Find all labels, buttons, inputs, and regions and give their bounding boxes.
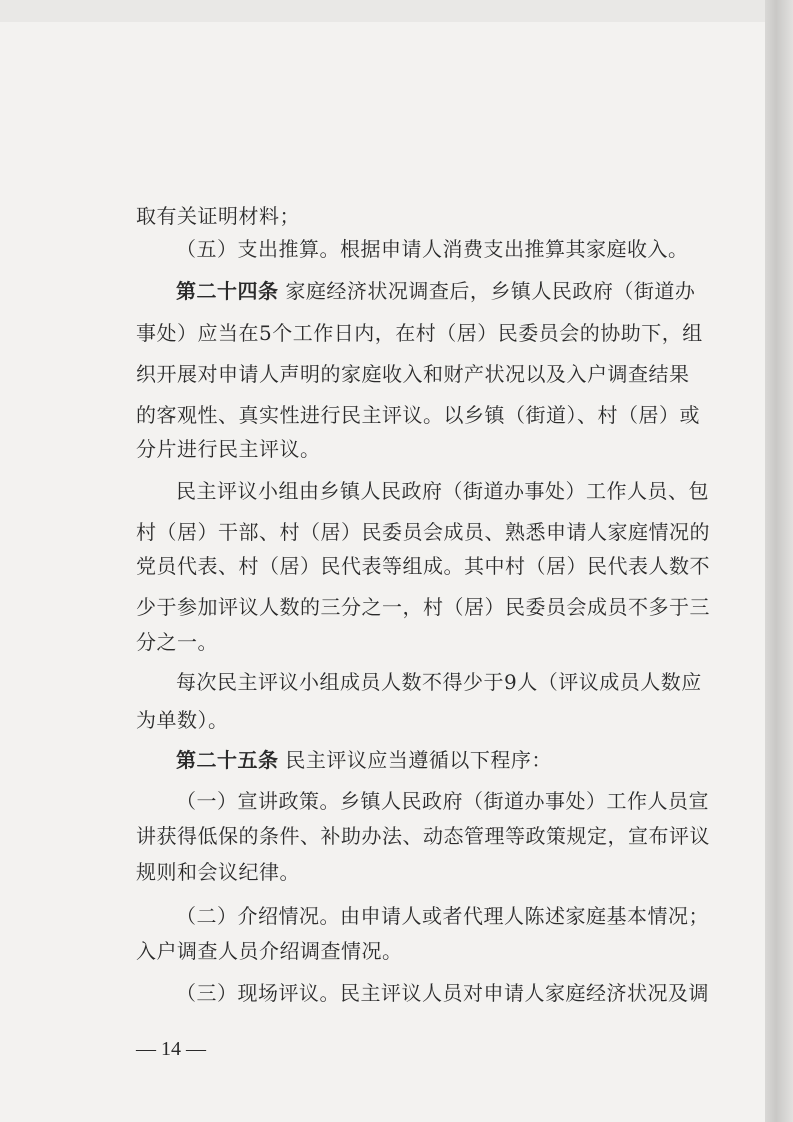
line-text: 每次民主评议小组成员人数不得少于9人（评议成员人数应 — [176, 670, 702, 694]
line-text: （一）宣讲政策。乡镇人民政府（街道办事处）工作人员宣 — [176, 789, 709, 813]
text-line-11 — [136, 591, 793, 620]
text-line-9 — [136, 516, 793, 545]
article-25-heading-line — [176, 744, 793, 773]
text-line-16 — [176, 785, 793, 814]
line-text: 入户调查人员介绍调查情况。 — [136, 939, 403, 963]
text-line-5 — [136, 358, 793, 387]
text-line-1 — [136, 200, 793, 229]
text-line-14 — [136, 704, 793, 733]
line-text: 民主评议小组由乡镇人民政府（街道办事处）工作人员、包 — [176, 479, 709, 503]
line-text: 为单数）。 — [136, 708, 229, 732]
line-text: 规则和会议纪律。 — [136, 860, 300, 884]
text-line-21 — [176, 977, 793, 1006]
line-text: 讲获得低保的条件、补助办法、动态管理等政策规定，宣布评议 — [136, 824, 710, 848]
text-line-4 — [136, 317, 793, 346]
page-top-edge — [0, 0, 770, 22]
line-text: 织开展对申请人声明的家庭收入和财产状况以及入户调查结果 — [136, 362, 690, 386]
text-line-6 — [136, 399, 793, 428]
line-text: （二）介绍情况。由申请人或者代理人陈述家庭基本情况； — [176, 904, 709, 928]
line-text: 村（居）干部、村（居）民委员会成员、熟悉申请人家庭情况的 — [136, 520, 710, 544]
article-number: 第二十五条 — [176, 748, 279, 772]
text-line-13 — [176, 666, 793, 695]
line-text: 党员代表、村（居）民代表等组成。其中村（居）民代表人数不 — [136, 554, 710, 578]
page-edge-shadow — [765, 0, 793, 1122]
text-line-8 — [176, 475, 793, 504]
article-24-heading-line — [176, 275, 793, 304]
text-line-10 — [136, 550, 793, 579]
line-text: 民主评议应当遵循以下程序： — [278, 748, 552, 772]
text-line-17 — [136, 820, 793, 849]
article-number: 第二十四条 — [176, 279, 279, 303]
line-text: 的客观性、真实性进行民主评议。以乡镇（街道）、村（居）或 — [136, 403, 700, 427]
text-line-20 — [136, 935, 793, 964]
line-text: 分片进行民主评议。 — [136, 437, 321, 461]
text-line-12 — [136, 626, 793, 655]
line-text: 分之一。 — [136, 630, 218, 654]
line-text: 取有关证明材料； — [136, 204, 300, 228]
text-line-2 — [176, 233, 793, 262]
page-number: — 14 — — [136, 1038, 206, 1060]
text-line-19 — [176, 900, 793, 929]
text-line-18 — [136, 856, 793, 885]
text-line-7 — [136, 433, 793, 462]
line-text: 家庭经济状况调查后，乡镇人民政府（街道办 — [278, 279, 696, 303]
line-text: 事处）应当在5个工作日内，在村（居）民委员会的协助下，组 — [136, 321, 703, 345]
line-text: （五）支出推算。根据申请人消费支出推算其家庭收入。 — [176, 237, 689, 261]
line-text: 少于参加评议人数的三分之一，村（居）民委员会成员不多于三 — [136, 595, 710, 619]
line-text: （三）现场评议。民主评议人员对申请人家庭经济状况及调 — [176, 981, 709, 1005]
